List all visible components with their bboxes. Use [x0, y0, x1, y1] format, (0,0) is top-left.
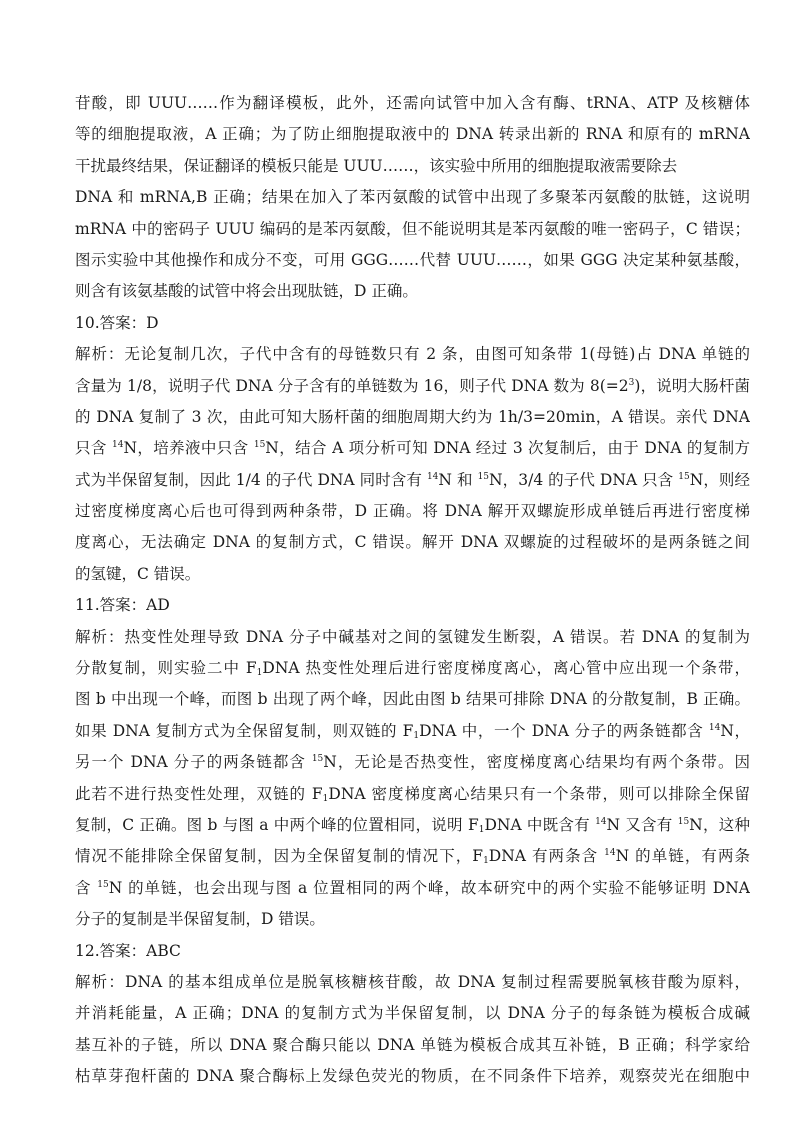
answer-9-explanation-continued: [75, 88, 750, 308]
text-line: mRNA 中的密码子 UUU 编码的是苯丙氨酸，但不能说明其是苯丙氨酸的唯一密码子，C 错误；: [75, 219, 750, 238]
text-line: 11.答案：AD: [75, 596, 170, 615]
text-line: 解析：热变性处理导致 DNA 分子中碱基对之间的氢键发生断裂，A 错误。若 DNA 的复制为: [75, 627, 750, 646]
text-line: 含 $^{15}$N 的单链，也会出现与图 a 位置相同的两个峰，故本研究中的两个实验不能够证明 DNA: [75, 878, 750, 897]
text-line: 此若不进行热变性处理，双链的 $F_1DNA$ 密度梯度离心结果只有一个条带，则可以排除全保留: [75, 784, 750, 804]
text-line: 则含有该氨基酸的试管中将会出现肽链，D 正确。: [75, 282, 418, 301]
text-line: 苷酸，即 UUU……作为翻译模板，此外，还需向试管中加入含有酶、tRNA、ATP 及核糖体: [75, 94, 750, 112]
text-line: 的氢键，C 错误。: [75, 564, 201, 583]
text-line: 并消耗能量，A 正确；DNA 的复制方式为半保留复制，以 DNA 分子的每条链为模板合成碱: [75, 1004, 750, 1023]
text-line: 度离心，无法确定 DNA 的复制方式，C 错误。解开 DNA 双螺旋的过程破坏的是两条链之间: [75, 533, 750, 552]
answer-11: [75, 590, 750, 935]
text-line: 含量为 1/8，说明子代 DNA 分子含有的单链数为 16，则子代 DNA 数为 $8(=2^3)$，说明大肠杆菌: [75, 376, 750, 395]
text-line: 解析：无论复制几次，子代中含有的母链数只有 2 条，由图可知条带 1(母链)占 DNA 单链的: [75, 345, 750, 364]
text-line: 如果 DNA 复制方式为全保留复制，则双链的 $F_1DNA$ 中，一个 DNA 分子的两条链都含 $^{14}$N，: [75, 721, 750, 741]
answer-12: [75, 936, 750, 1093]
text-line: 只含 $^{14}$N，培养液中只含 $^{15}$N，结合 A 项分析可知 DNA 经过 3 次复制后，由于 DNA 的复制方: [75, 439, 750, 458]
text-line: 解析：DNA 的基本组成单位是脱氧核糖核苷酸，故 DNA 复制过程需要脱氧核苷酸为原料，: [75, 972, 750, 991]
text-line: 过密度梯度离心后也可得到两种条带，D 正确。将 DNA 解开双螺旋形成单链后再进行密度梯: [75, 502, 750, 521]
text-line: 图 b 中出现一个峰，而图 b 出现了两个峰，因此由图 b 结果可排除 DNA 的分散复制，B 正确。: [75, 690, 750, 709]
text-line: 图示实验中其他操作和成分不变，可用 GGG……代替 UUU……，如果 GGG 决定某种氨基酸，: [75, 250, 750, 269]
text-line: DNA 和 mRNA,B 正确；结果在加入了苯丙氨酸的试管中出现了多聚苯丙氨酸的肽链，这说明: [75, 188, 750, 207]
text-line: 式为半保留复制，因此 1/4 的子代 DNA 同时含有 $^{14}$N 和 $^{15}$N，3/4 的子代 DNA 只含 $^{15}$N，则经: [75, 470, 750, 489]
text-line: 等的细胞提取液，A 正确；为了防止细胞提取液中的 DNA 转录出新的 RNA 和原有的 mRNA: [75, 125, 750, 144]
text-line: 另一个 DNA 分子的两条链都含 $^{15}$N，无论是否热变性，密度梯度离心结果均有两个条带。因: [75, 753, 750, 772]
answer-10: [75, 308, 750, 591]
text-line: 枯草芽孢杆菌的 DNA 聚合酶标上发绿色荧光的物质，在不同条件下培养，观察荧光在细胞中: [75, 1067, 750, 1086]
text-line: 10.答案：D: [75, 313, 159, 332]
text-line: 分子的复制是半保留复制，D 错误。: [75, 910, 325, 929]
text-line: 基互补的子链，所以 DNA 聚合酶只能以 DNA 单链为模板合成其互补链，B 正确；科学家给: [75, 1035, 750, 1054]
text-line: 分散复制，则实验二中 $F_1DNA$ 热变性处理后进行密度梯度离心，离心管中应出现一个条带，: [75, 659, 750, 679]
text-line: 12.答案：ABC: [75, 941, 181, 960]
text-line: 情况不能排除全保留复制，因为全保留复制的情况下，$F_1DNA$ 有两条含 $^{14}$N 的单链，有两条: [75, 847, 750, 867]
text-line: 干扰最终结果，保证翻译的模板只能是 UUU……，该实验中所用的细胞提取液需要除去: [75, 156, 678, 175]
text-line: 的 DNA 复制了 3 次，由此可知大肠杆菌的细胞周期大约为 1h/3=20min，A 错误。亲代 DNA: [75, 407, 750, 426]
text-line: 复制，C 正确。图 b 与图 a 中两个峰的位置相同，说明 $F_1DNA$ 中既含有 $^{14}$N 又含有 $^{15}$N，这种: [75, 815, 750, 835]
